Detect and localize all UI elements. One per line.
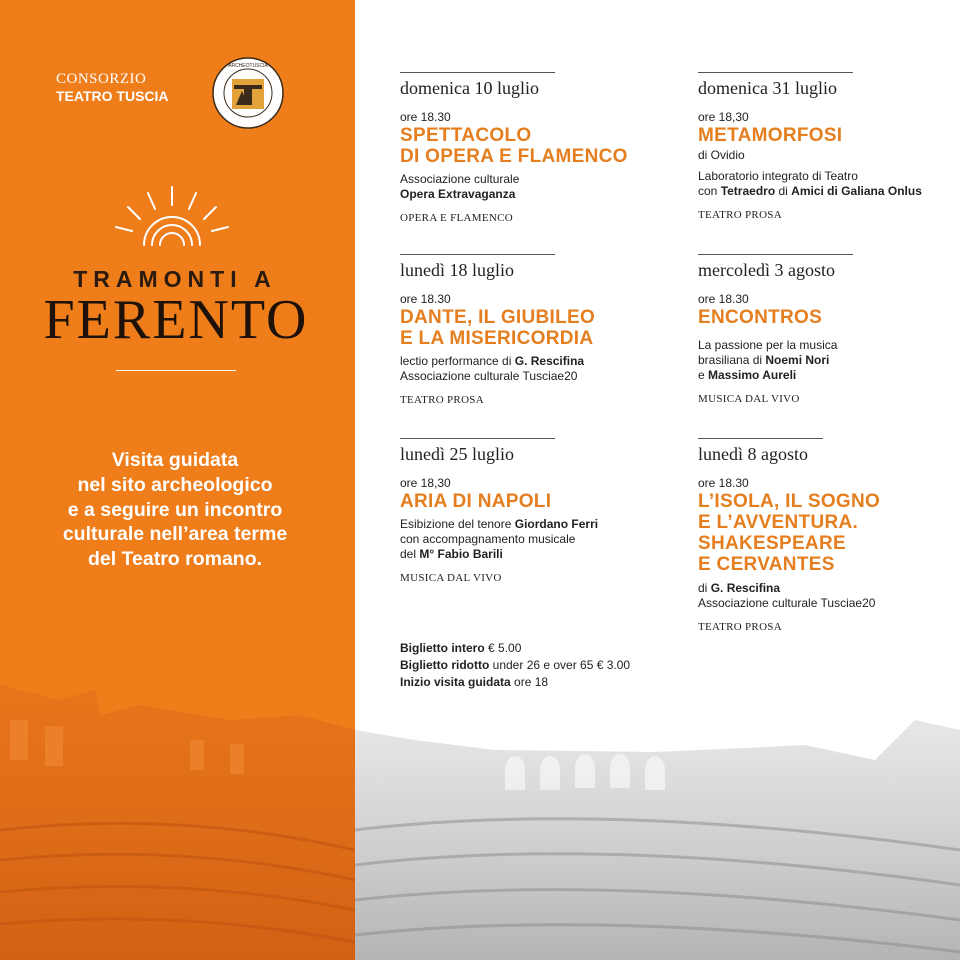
event-card	[400, 72, 628, 226]
archeotuscia-seal-icon	[212, 57, 284, 129]
event-desc-line	[698, 148, 922, 163]
desc-text-bold: G. Rescifina	[514, 354, 585, 369]
event-title-line: SHAKESPEARE	[698, 533, 846, 555]
intro-line: del Teatro romano.	[87, 548, 263, 570]
intro-text	[20, 448, 330, 572]
brand-line-1: CONSORZIO	[56, 71, 147, 87]
event-time: ore 18.30	[400, 109, 451, 124]
event-divider	[400, 72, 555, 73]
event-title-line: E L’AVVENTURA.	[698, 511, 859, 533]
event-divider	[698, 254, 853, 255]
svg-text:ARCHEOTUSCIA: ARCHEOTUSCIA	[228, 63, 268, 69]
desc-text-bold: Amici di Galiana Onlus	[791, 183, 922, 198]
event-desc-line	[400, 369, 595, 384]
desc-text-bold: Opera Extravaganza	[400, 187, 516, 202]
event-category: MUSICA DAL VIVO	[400, 571, 502, 584]
ticket-line	[400, 640, 630, 657]
event-desc-line	[698, 169, 922, 184]
event-title	[400, 307, 595, 350]
event-card	[698, 72, 922, 223]
event-date: mercoledì 3 agosto	[698, 260, 835, 280]
event-divider	[698, 438, 823, 439]
event-category: TEATRO PROSA	[698, 620, 782, 633]
left-panel	[0, 0, 355, 960]
event-title-line: ENCONTROS	[698, 306, 823, 328]
desc-text: Associazione culturale Tusciae20	[698, 595, 876, 610]
event-desc-line	[400, 547, 598, 562]
event-desc-line	[698, 184, 922, 199]
desc-text-bold: Giordano Ferri	[514, 516, 599, 531]
ticket-label: Inizio visita guidata	[400, 675, 511, 690]
event-description	[400, 172, 628, 202]
event-title-line: L’ISOLA, IL SOGNO	[698, 490, 881, 512]
ticket-value: ore 18	[510, 675, 549, 690]
event-divider	[698, 72, 853, 73]
event-title-line: E LA MISERICORDIA	[400, 327, 594, 349]
desc-text: Esibizione del tenore	[400, 516, 515, 531]
event-date: lunedì 8 agosto	[698, 444, 808, 464]
event-category: TEATRO PROSA	[400, 394, 484, 407]
ticket-value: under 26 e over 65 € 3.00	[489, 658, 631, 673]
desc-text: Associazione culturale	[400, 172, 520, 187]
event-date: lunedì 18 luglio	[400, 260, 514, 280]
event-time: ore 18,30	[400, 475, 451, 490]
desc-text: Associazione culturale Tusciae20	[400, 369, 578, 384]
event-title	[400, 125, 628, 168]
festival-title-main: FERENTO	[43, 289, 309, 351]
desc-text: e	[698, 367, 709, 382]
ticket-line	[400, 657, 630, 674]
event-title	[698, 307, 853, 328]
desc-text: con	[698, 183, 721, 198]
event-desc-line	[698, 368, 853, 383]
brand-line-2: TEATRO TUSCIA	[56, 88, 169, 104]
desc-text: di	[698, 580, 711, 595]
event-description	[698, 581, 880, 611]
event-date: domenica 10 luglio	[400, 78, 539, 98]
event-title-line: SPETTACOLO	[400, 124, 532, 146]
event-time: ore 18.30	[698, 475, 749, 490]
desc-text-bold: Massimo Aureli	[708, 367, 797, 382]
desc-text-bold: Tetraedro	[720, 183, 776, 198]
desc-text: La passione per la musica	[698, 337, 838, 352]
event-category: MUSICA DAL VIVO	[698, 392, 800, 405]
desc-text-bold: G. Rescifina	[710, 580, 781, 595]
ticket-label: Biglietto intero	[400, 641, 485, 655]
ruins-silhouette-left	[0, 660, 355, 960]
event-title-line: DI OPERA E FLAMENCO	[400, 145, 628, 167]
intro-line: nel sito archeologico	[77, 473, 273, 496]
event-category: TEATRO PROSA	[698, 208, 782, 221]
desc-text-bold: Noemi Nori	[765, 352, 830, 367]
ticket-value: € 5.00	[484, 641, 522, 655]
ruins-silhouette-right	[355, 690, 960, 960]
desc-text: di	[775, 183, 792, 198]
festival-title-top: TRAMONTI A	[73, 266, 277, 292]
event-description	[400, 354, 595, 384]
event-title-line: E CERVANTES	[698, 554, 835, 576]
event-desc-line	[400, 354, 595, 369]
consorzio-brand	[56, 72, 169, 103]
title-divider	[116, 370, 236, 371]
desc-text: di Ovidio	[698, 147, 745, 162]
event-title-line: METAMORFOSI	[698, 124, 843, 146]
event-desc-line	[698, 581, 880, 596]
ticket-line	[400, 674, 630, 691]
event-title	[698, 491, 880, 576]
event-divider	[400, 254, 555, 255]
ticket-info	[400, 640, 630, 691]
event-card	[400, 438, 598, 586]
desc-text: lectio performance di	[400, 354, 515, 369]
event-desc-line	[698, 353, 853, 368]
event-description	[698, 338, 853, 383]
event-category: OPERA E FLAMENCO	[400, 212, 513, 225]
sun-icon	[112, 183, 232, 258]
event-title-line: ARIA DI NAPOLI	[400, 490, 552, 512]
event-card	[400, 254, 595, 408]
event-description	[698, 148, 922, 199]
event-desc-line	[400, 187, 628, 202]
event-title	[698, 125, 922, 146]
event-card	[698, 438, 880, 634]
event-desc-line	[698, 338, 853, 353]
event-date: domenica 31 luglio	[698, 78, 837, 98]
ticket-label: Biglietto ridotto	[400, 658, 490, 673]
intro-line: e a seguire un incontro	[67, 498, 283, 521]
intro-line: culturale nell’area terme	[62, 523, 288, 546]
event-card	[698, 254, 853, 407]
event-title	[400, 491, 598, 512]
event-desc-line	[400, 517, 598, 532]
event-desc-line	[400, 532, 598, 547]
desc-text: con accompagnamento musicale	[400, 531, 576, 546]
event-title-line: DANTE, IL GIUBILEO	[400, 306, 596, 328]
event-desc-line	[400, 172, 628, 187]
event-divider	[400, 438, 555, 439]
desc-text: Laboratorio integrato di Teatro	[698, 168, 858, 183]
event-time: ore 18.30	[400, 291, 451, 306]
event-desc-line	[698, 596, 880, 611]
event-description	[400, 517, 598, 562]
desc-text: del	[400, 546, 420, 561]
desc-text-bold: M° Fabio Barili	[419, 546, 503, 561]
desc-text: brasiliana di	[698, 352, 766, 367]
event-time: ore 18,30	[698, 109, 749, 124]
event-time: ore 18.30	[698, 291, 749, 306]
intro-line: Visita guidata	[111, 449, 239, 471]
event-date: lunedì 25 luglio	[400, 444, 514, 464]
